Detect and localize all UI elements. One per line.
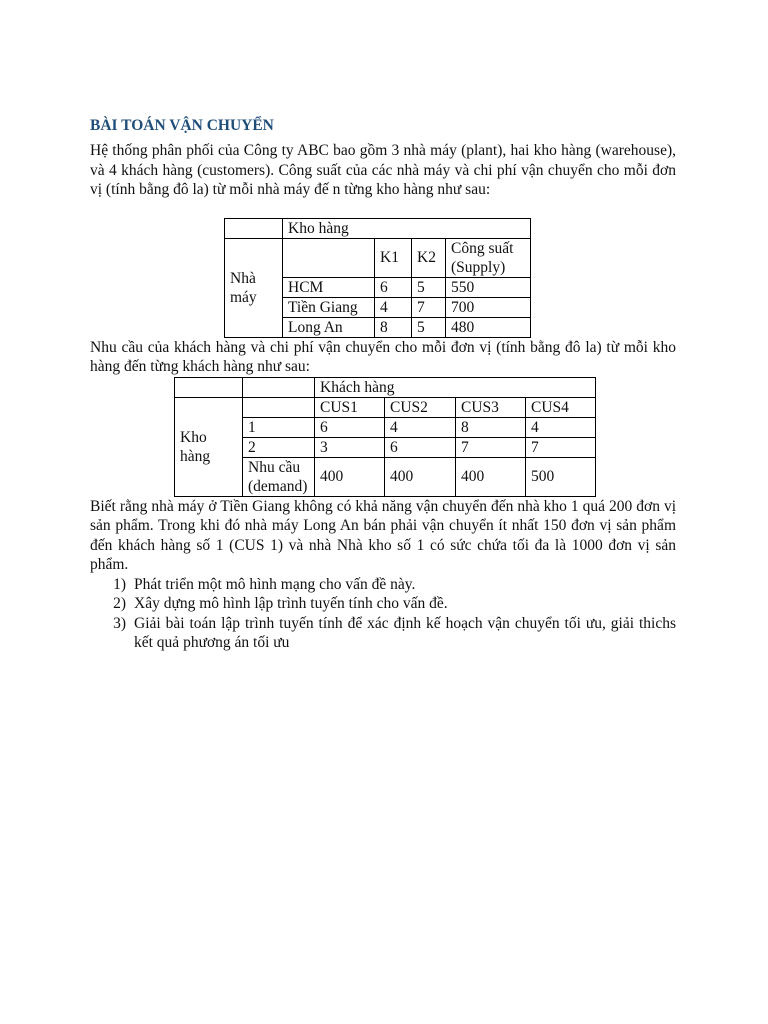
cost-cell: 8 bbox=[456, 417, 526, 437]
cost-cell: 6 bbox=[315, 417, 385, 437]
table2-col-header: CUS2 bbox=[385, 397, 456, 417]
demand-cell: 400 bbox=[385, 457, 456, 496]
cost-cell: 8 bbox=[375, 317, 412, 337]
plant-name: Tiền Giang bbox=[283, 297, 375, 317]
supply-cell: 550 bbox=[446, 277, 531, 297]
document-page bbox=[90, 116, 676, 653]
list-text: Xây dựng mô hình lập trình tuyến tính cho vấn đề. bbox=[134, 595, 448, 612]
warehouse-name: 2 bbox=[243, 437, 315, 457]
cost-cell: 5 bbox=[412, 317, 446, 337]
table2-col-header: CUS4 bbox=[526, 397, 596, 417]
warehouse-name: 1 bbox=[243, 417, 315, 437]
intro-paragraph: Hệ thống phân phối của Công ty ABC bao gồm 3 nhà máy (plant), hai kho hàng (warehouse), và 4 khách hàng (customers). Công suất của các nhà máy và chi phí vận chuyển cho mỗi đơn vị (tính bằng đô la) từ mỗi nhà máy đế n từng kho hàng như sau: bbox=[90, 142, 676, 198]
list-text: Giải bài toán lập trình tuyến tính để xác định kế hoạch vận chuyển tối ưu, giải thichs kết quả phương án tối ưu bbox=[134, 614, 676, 651]
list-item bbox=[90, 614, 676, 653]
supply-cell: 700 bbox=[446, 297, 531, 317]
question-list bbox=[90, 575, 676, 653]
cost-cell: 4 bbox=[375, 297, 412, 317]
cost-cell: 6 bbox=[385, 437, 456, 457]
cost-cell: 7 bbox=[456, 437, 526, 457]
demand-cell: 400 bbox=[315, 457, 385, 496]
table1-corner-cell bbox=[225, 218, 283, 238]
list-number: 2) bbox=[113, 595, 126, 612]
table2-corner-cell bbox=[243, 377, 315, 397]
cost-cell: 7 bbox=[412, 297, 446, 317]
table1-blank-header bbox=[283, 238, 375, 277]
cost-cell: 7 bbox=[526, 437, 596, 457]
plant-name: Long An bbox=[283, 317, 375, 337]
table1-col-header: K1 bbox=[375, 238, 412, 277]
table2-col-header: CUS3 bbox=[456, 397, 526, 417]
cost-cell: 3 bbox=[315, 437, 385, 457]
constraints-paragraph: Biết rằng nhà máy ở Tiền Giang không có khả năng vận chuyển đến nhà kho 1 quá 200 đơn vị sản phẩm. Trong khi đó nhà máy Long An bán phải vận chuyển ít nhất 150 đơn vị sản phẩm đến khách hàng số 1 (CUS 1) và nhà Nhà kho số 1 có sức chứa tối đa là 1000 đơn vị sản phẩm. bbox=[90, 497, 676, 573]
table1-col-header: K2 bbox=[412, 238, 446, 277]
demand-intro-paragraph: Nhu cầu của khách hàng và chi phí vận chuyển cho mỗi đơn vị (tính bằng đô la) từ mỗi kho hàng đến từng khách hàng như sau: bbox=[90, 338, 676, 375]
cost-cell: 4 bbox=[385, 417, 456, 437]
cost-cell: 4 bbox=[526, 417, 596, 437]
table1-col-header: Công suất (Supply) bbox=[446, 238, 531, 277]
table2-col-header: CUS1 bbox=[315, 397, 385, 417]
supply-cell: 480 bbox=[446, 317, 531, 337]
list-number: 3) bbox=[113, 614, 126, 632]
list-text: Phát triển một mô hình mạng cho vấn đề này. bbox=[134, 575, 416, 593]
demand-cell: 400 bbox=[456, 457, 526, 496]
list-number: 1) bbox=[113, 575, 126, 593]
cost-cell: 6 bbox=[375, 277, 412, 297]
table2-row-group-label: Kho hàng bbox=[175, 397, 243, 496]
cost-cell: 5 bbox=[412, 277, 446, 297]
demand-label: Nhu cầu (demand) bbox=[243, 457, 315, 496]
list-item bbox=[90, 594, 676, 614]
list-item bbox=[90, 575, 676, 595]
table2-blank-header bbox=[243, 397, 315, 417]
table2-corner-cell bbox=[175, 377, 243, 397]
plant-name: HCM bbox=[283, 277, 375, 297]
document-title: BÀI TOÁN VẬN CHUYỂN bbox=[90, 117, 274, 134]
table1-group-header: Kho hàng bbox=[283, 218, 531, 238]
warehouse-customer-cost-table bbox=[174, 377, 596, 497]
table2-group-header: Khách hàng bbox=[315, 377, 596, 397]
demand-cell: 500 bbox=[526, 457, 596, 496]
table1-row-group-label: Nhà máy bbox=[225, 238, 283, 337]
plant-warehouse-cost-table bbox=[224, 218, 531, 338]
